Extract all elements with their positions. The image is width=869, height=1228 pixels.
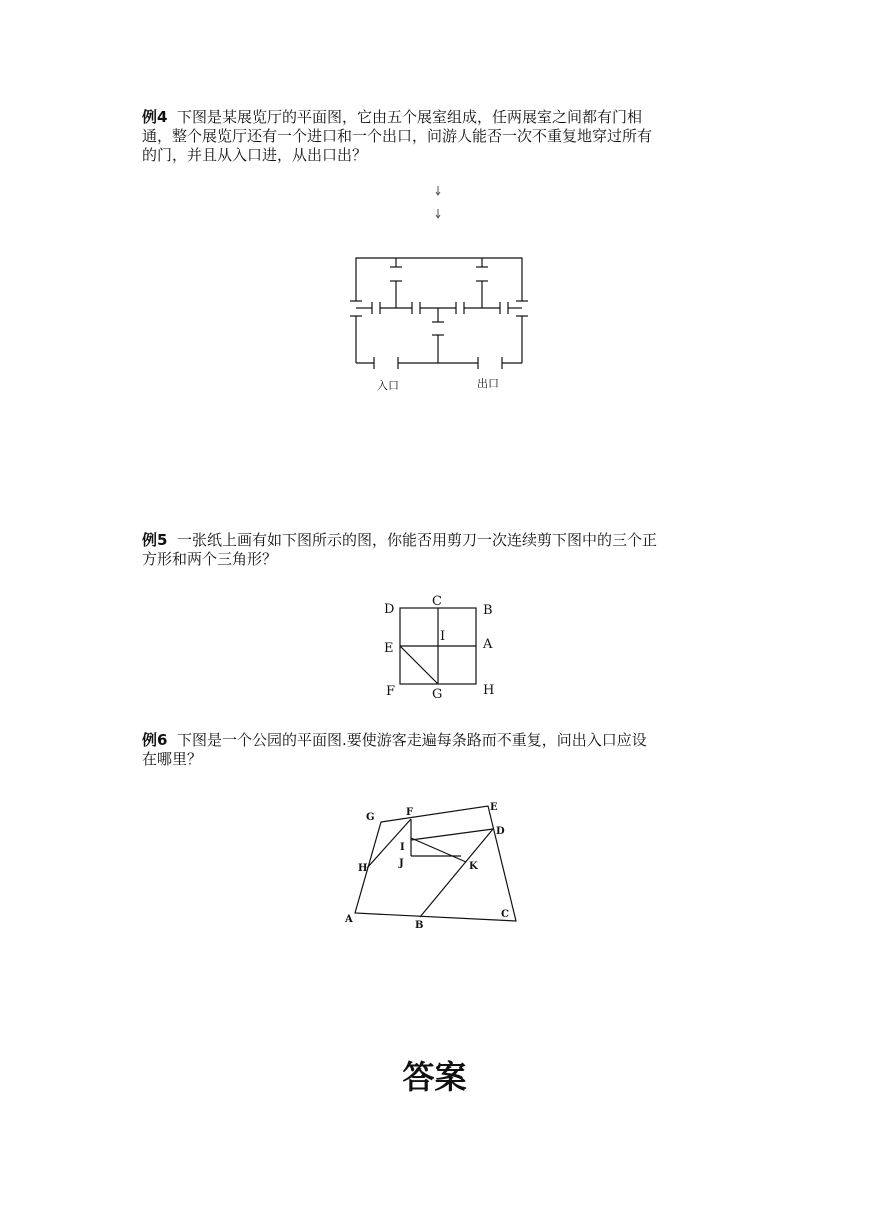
point-e: E [384, 641, 394, 656]
point-k6: K [469, 861, 478, 872]
squares-triangles-figure [400, 608, 476, 684]
example5-line2: 方形和两个三角形？ [142, 550, 278, 568]
point-d: D [384, 602, 395, 617]
point-i6: I [400, 842, 405, 853]
example6-line1: 下图是一个公园的平面图.要使游客走遍每条路而不重复，问出入口应设 [176, 731, 647, 749]
example6-label: 例6 [142, 731, 168, 749]
example4-line2: 通，整个展览厅还有一个进口和一个出口，问游人能否一次不重复地穿过所有 [142, 127, 653, 145]
example4-line1: 下图是某展览厅的平面图，它由五个展室组成，任两展室之间都有门相 [176, 108, 642, 126]
example4-label: 例4 [142, 108, 168, 126]
arrow-marks [436, 186, 440, 218]
example6-line2: 在哪里？ [142, 750, 203, 768]
point-h: H [483, 683, 495, 698]
point-b6: B [415, 920, 424, 931]
exit-label: 出口 [477, 377, 499, 390]
point-a: A [483, 637, 493, 652]
point-b: B [483, 603, 493, 618]
point-g: G [432, 687, 443, 702]
point-h6: H [358, 863, 368, 874]
point-e6: E [490, 802, 498, 813]
example5-line1: 一张纸上画有如下图所示的图，你能否用剪刀一次连续剪下图中的三个正 [176, 531, 657, 549]
point-d6: D [496, 826, 505, 837]
point-c: C [432, 594, 442, 609]
example4-line3: 的门，并且从入口进，从出口出？ [142, 146, 368, 164]
entrance-label: 入口 [377, 379, 399, 392]
answer-heading: 答案 [402, 1058, 467, 1096]
point-a6: A [345, 914, 353, 925]
point-g6: G [366, 812, 375, 823]
park-plan-figure [355, 806, 516, 921]
point-f6: F [406, 807, 414, 818]
point-f: F [386, 684, 396, 699]
point-i: I [440, 629, 446, 644]
exhibition-hall-plan [350, 258, 528, 369]
point-j6: J [399, 858, 404, 869]
point-c6: C [501, 909, 509, 920]
example5-label: 例5 [142, 531, 168, 549]
